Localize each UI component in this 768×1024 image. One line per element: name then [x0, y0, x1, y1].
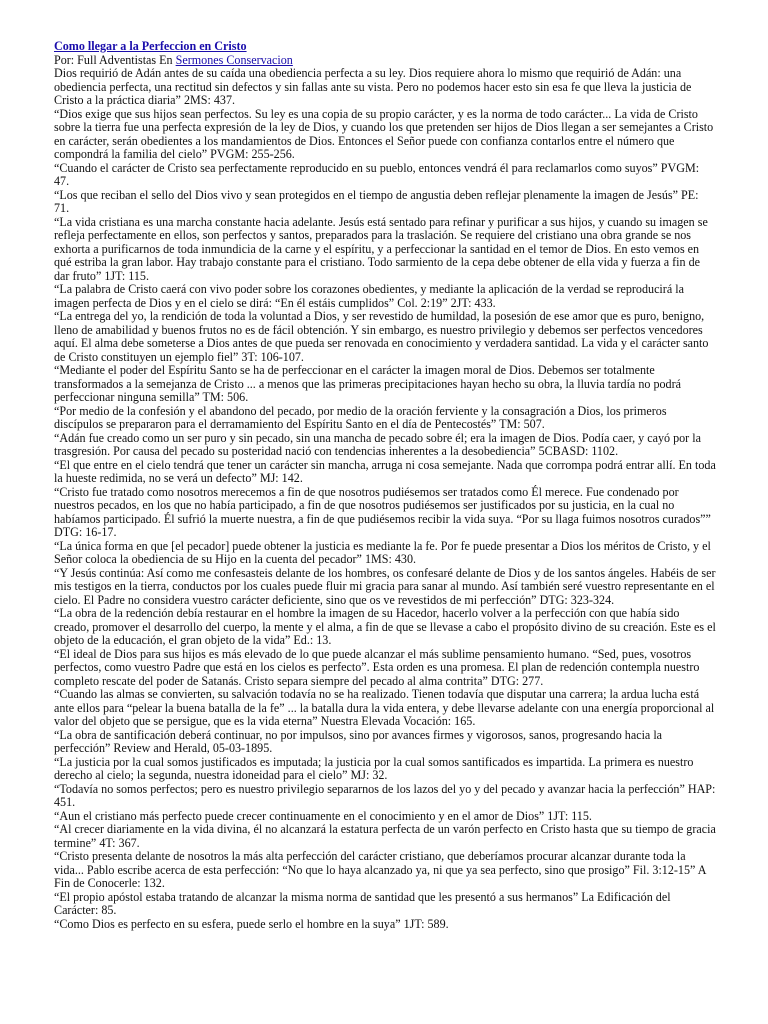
paragraph: “La entrega del yo, la rendición de toda la voluntad a Dios, y ser revestido de humildad, la posesión de ese amor que es puro, benigno, lleno de amabilidad y buenos frutos no es de fácil obtención. Y sin embargo, es nuestro privilegio y debemos ser perfectos vencedores aquí. El alma debe someterse a Dios antes de que pueda ser renovada en conocimiento y verdadera santidad. La vida y el carácter santo de Cristo constituyen un ejemplo fiel” 3T: 106-107. [54, 309, 709, 364]
paragraph: “El que entre en el cielo tendrá que tener un carácter sin mancha, arruga ni cosa semejante. Nada que corrompa podrá entrar allí. En toda la hueste redimida, no se verá un defecto” MJ: 142. [54, 457, 716, 485]
paragraph: “La única forma en que [el pecador] puede obtener la justicia es mediante la fe. Por fe puede presentar a Dios los méritos de Cristo, y el Señor coloca la obediencia de su Hijo en la cuenta del pecador” 1MS: 430. [54, 538, 711, 566]
paragraph: “Como Dios es perfecto en su esfera, puede serlo el hombre en la suya” 1JT: 589. [54, 916, 449, 931]
paragraph: “El ideal de Dios para sus hijos es más elevado de lo que puede alcanzar el más sublime pensamiento humano. “Sed, pues, vosotros perfectos, como vuestro Padre que está en los cielos es perfecto”. Esta orden es una promesa. El plan de redención contempla nuestro completo rescate del poder de Satanás. Cristo separa siempre del pecado al alma contrita” DTG: 277. [54, 646, 700, 688]
paragraph: “Cristo presenta delante de nosotros la más alta perfección del carácter cristiano, que deberíamos procurar alcanzar durante toda la vida... Pablo escribe acerca de esta perfección: “No que lo haya alcanzado ya, ni que ya sea perfecto, sino que prosigo” Fil. 3:12-15” A Fin de Conocerle: 132. [54, 849, 706, 890]
paragraph: “Y Jesús continúa: Así como me confesasteis delante de los hombres, os confesaré delante de Dios y de los santos ángeles. Habéis de ser mis testigos en la tierra, conductos por los cuales puede fluir mi gracia para sanar al mundo. Así también seré vuestro representante en el cielo. El Padre no considera vuestro carácter deficiente, sino que os ve revestidos de mi perfección” DTG: 323-324. [54, 565, 716, 607]
paragraph: “Adán fue creado como un ser puro y sin pecado, sin una mancha de pecado sobre él; era la imagen de Dios. Podía caer, y cayó por la trasgresión. Por causa del pecado su posteridad nació con tendencias inherentes a la desobediencia” 5CBASD: 1102. [54, 430, 701, 458]
paragraph: “Cuando el carácter de Cristo sea perfectamente reproducido en su pueblo, entonces vendrá él para reclamarlos como suyos” PVGM: 47. [54, 160, 700, 188]
paragraph: “Cristo fue tratado como nosotros merecemos a fin de que nosotros pudiésemos ser tratados como Él merece. Fue condenado por nuestros pecados, en los que no había participado, a fin de que nosotros pudiésemos ser justificados por su justicia, en la cual no habíamos participado. Él sufrió la muerte nuestra, a fin de que pudiésemos recibir la vida suya. “Por su llaga fuimos nosotros curados”” DTG: 16-17. [54, 484, 711, 539]
title-link[interactable]: Como llegar a la Perfeccion en Cristo [54, 39, 247, 53]
paragraph: “La palabra de Cristo caerá con vivo poder sobre los corazones obedientes, y mediante la aplicación de la verdad se reproducirá la imagen perfecta de Dios y en el cielo se dirá: “En él estáis cumplidos” Col. 2:19” 2JT: 433. [54, 282, 684, 310]
paragraph: “La obra de la redención debía restaurar en el hombre la imagen de su Hacedor, hacerlo volver a la perfección con que había sido creado, promover el desarrollo del cuerpo, la mente y el alma, a fin de que se llevase a cabo el propósito divino de su creación. Este es el objeto de la educación, el gran objeto de la vida” Ed.: 13. [54, 606, 716, 647]
paragraph: “El propio apóstol estaba tratando de alcanzar la misma norma de santidad que les presentó a sus hermanos” La Edificación del Carácter: 85. [54, 889, 671, 917]
category-link[interactable]: Sermones Conservacion [175, 52, 293, 67]
paragraph: “La obra de santificación deberá continuar, no por impulsos, sino por avances firmes y vigorosos, sanos, progresando hacia la perfección” Review and Herald, 05-03-1895. [54, 727, 663, 755]
paragraph: “Al crecer diariamente en la vida divina, él no alcanzará la estatura perfecta de un varón perfecto en Cristo hasta que su tiempo de gracia termine” 4T: 367. [54, 822, 716, 850]
paragraph: “La vida cristiana es una marcha constante hacia adelante. Jesús está sentado para refinar y purificar a sus hijos, y cuando su imagen se refleja perfectamente en ellos, son perfectos y santos, preparados para la traslación. Se requiere del cristiano una obra grande se nos exhorta a purificarnos de toda inmundicia de la carne y el espíritu, y a perfeccionar la santidad en el temor de Dios. En esto vemos en qué estriba la gran labor. Hay trabajo constante para el cristiano. Todo sarmiento de la cepa debe obtener de ella vida y fuerza a fin de dar fruto” 1JT: 115. [54, 214, 708, 283]
paragraph: “Los que reciban el sello del Dios vivo y sean protegidos en el tiempo de angustia deben reflejar plenamente la imagen de Jesús” PE: 71. [54, 187, 699, 215]
paragraph: “La justicia por la cual somos justificados es imputada; la justicia por la cual somos santificados es impartida. La primera es nuestro derecho al cielo; la segunda, nuestra idoneidad para el cielo” MJ: 32. [54, 754, 694, 782]
byline-prefix: Por: Full Adventistas En [54, 52, 176, 67]
paragraph: “Mediante el poder del Espíritu Santo se ha de perfeccionar en el carácter la imagen moral de Dios. Debemos ser totalmente transformados a la semejanza de Cristo ... a menos que las primeras precipitaciones hayan hecho su obra, la lluvia tardía no podrá perfeccionar ninguna semilla” TM: 506. [54, 363, 681, 404]
paragraph: “Aun el cristiano más perfecto puede crecer continuamente en el conocimiento y en el amor de Dios” 1JT: 115. [54, 808, 592, 823]
paragraph: “Dios exige que sus hijos sean perfectos. Su ley es una copia de su propio carácter, y es la norma de todo carácter... La vida de Cristo sobre la tierra fue una perfecta expresión de la ley de Dios, y cuando los que pretenden ser hijos de Dios llegan a ser semejantes a Cristo en carácter, serán obedientes a los mandamientos de Dios. Entonces el Señor puede con confianza contarlos entre el número que compondrá la familia del cielo” PVGM: 255-256. [54, 106, 714, 161]
paragraph: “Todavía no somos perfectos; pero es nuestro privilegio separarnos de los lazos del yo y del pecado y avanzar hacia la perfección” HAP: 451. [54, 781, 716, 809]
document-title [54, 40, 716, 54]
paragraph: “Cuando las almas se convierten, su salvación todavía no se ha realizado. Tienen todavía que disputar una carrera; la ardua lucha está ante ellos para “pelear la buena batalla de la fe” ... la batalla dura la vida entera, y debe llevarse adelante con una energía proporcional al valor del objeto que se persigue, que es la vida eterna” Nuestra Elevada Vocación: 165. [54, 687, 715, 728]
byline [54, 54, 716, 68]
paragraph: “Por medio de la confesión y el abandono del pecado, por medio de la oración ferviente y la consagración a Dios, los primeros discípulos se prepararon para el derramamiento del Espíritu Santo en el día de Pentecostés” TM: 507. [54, 403, 667, 431]
paragraph: Dios requirió de Adán antes de su caída una obediencia perfecta a su ley. Dios requiere ahora lo mismo que requirió de Adán: una obediencia perfecta, una rectitud sin defectos y sin fallas ante su vista. Pero no podemos hacer esto sin esa fe que lleva la justicia de Cristo a la práctica diaria” 2MS: 437. [54, 66, 692, 107]
document-page [54, 40, 716, 931]
document-body [54, 67, 716, 931]
